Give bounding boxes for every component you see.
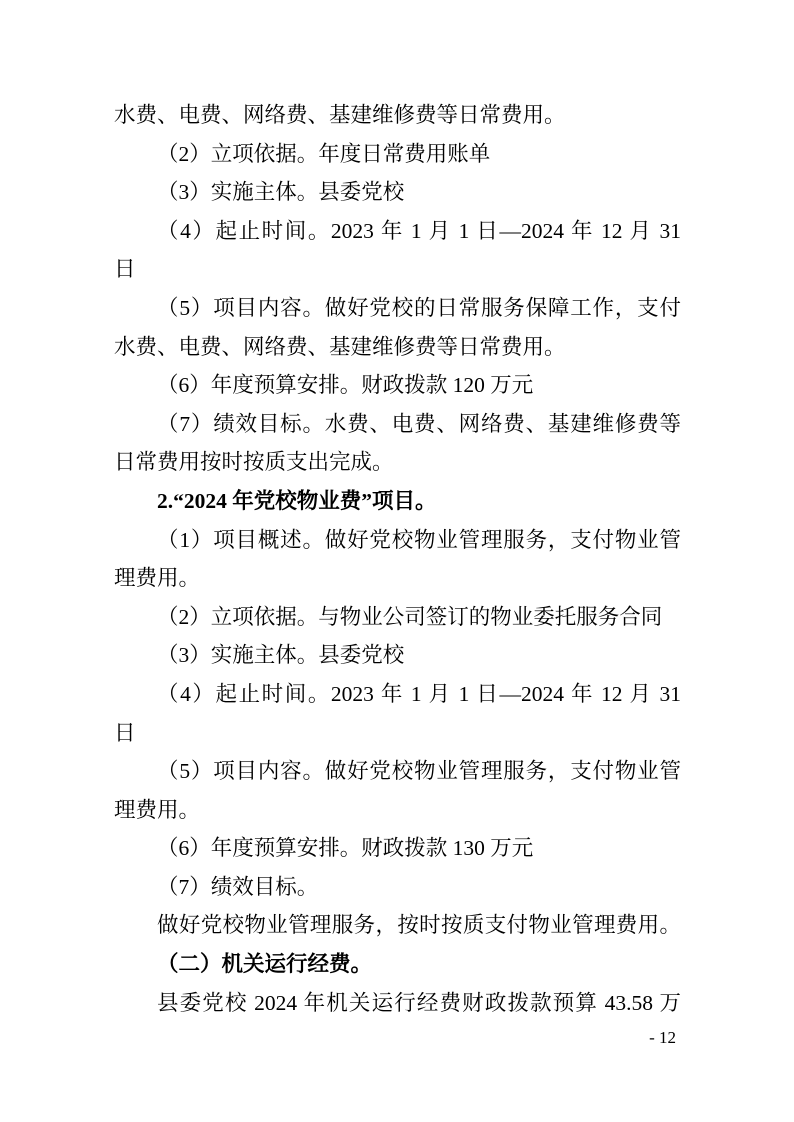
body-paragraph — [114, 868, 681, 907]
text-line: 日 — [114, 257, 136, 282]
text-line: 理费用。 — [114, 566, 201, 591]
heading-paragraph — [114, 482, 681, 521]
body-paragraph — [114, 96, 681, 135]
text-line: （7）绩效目标。水费、电费、网络费、基建维修费等 — [157, 411, 681, 436]
body-paragraph — [114, 984, 681, 1023]
text-line: （5）项目内容。做好党校的日常服务保障工作，支付 — [157, 295, 681, 320]
document-body — [114, 96, 681, 1022]
text-line: （6）年度预算安排。财政拨款 130 万元 — [157, 836, 534, 861]
body-paragraph — [114, 366, 681, 405]
text-line: （4）起止时间。2023 年 1 月 1 日—2024 年 12 月 31 — [157, 681, 681, 706]
text-line: （6）年度预算安排。财政拨款 120 万元 — [157, 373, 534, 398]
body-paragraph — [114, 212, 681, 289]
body-paragraph — [114, 135, 681, 174]
text-line: 水费、电费、网络费、基建维修费等日常费用。 — [114, 334, 566, 359]
text-line: （2）立项依据。与物业公司签订的物业委托服务合同 — [157, 604, 663, 629]
text-line: （1）项目概述。做好党校物业管理服务，支付物业管 — [157, 527, 681, 552]
body-paragraph — [114, 675, 681, 752]
body-paragraph — [114, 405, 681, 482]
text-line: （7）绩效目标。 — [157, 874, 319, 899]
body-paragraph — [114, 173, 681, 212]
body-paragraph — [114, 829, 681, 868]
text-line: 2.“2024 年党校物业费”项目。 — [157, 488, 437, 513]
text-line: （5）项目内容。做好党校物业管理服务，支付物业管 — [157, 759, 681, 784]
body-paragraph — [114, 521, 681, 598]
text-line: 日常费用按时按质支出完成。 — [114, 450, 394, 475]
text-line: （2）立项依据。年度日常费用账单 — [157, 141, 491, 166]
text-line: 日 — [114, 720, 136, 745]
text-line: 理费用。 — [114, 797, 201, 822]
text-line: （4）起止时间。2023 年 1 月 1 日—2024 年 12 月 31 — [157, 218, 681, 243]
heading-paragraph — [114, 945, 681, 984]
text-line: （3）实施主体。县委党校 — [157, 643, 405, 668]
text-line: 县委党校 2024 年机关运行经费财政拨款预算 43.58 万 — [157, 990, 681, 1015]
body-paragraph — [114, 598, 681, 637]
body-paragraph — [114, 906, 681, 945]
body-paragraph — [114, 752, 681, 829]
page-number: - 12 — [649, 1028, 676, 1047]
text-line: （3）实施主体。县委党校 — [157, 180, 405, 205]
text-line: 水费、电费、网络费、基建维修费等日常费用。 — [114, 103, 566, 127]
text-line: 做好党校物业管理服务，按时按质支付物业管理费用。 — [157, 913, 681, 938]
body-paragraph — [114, 289, 681, 366]
body-paragraph — [114, 636, 681, 675]
text-line: （二）机关运行经费。 — [157, 952, 373, 977]
